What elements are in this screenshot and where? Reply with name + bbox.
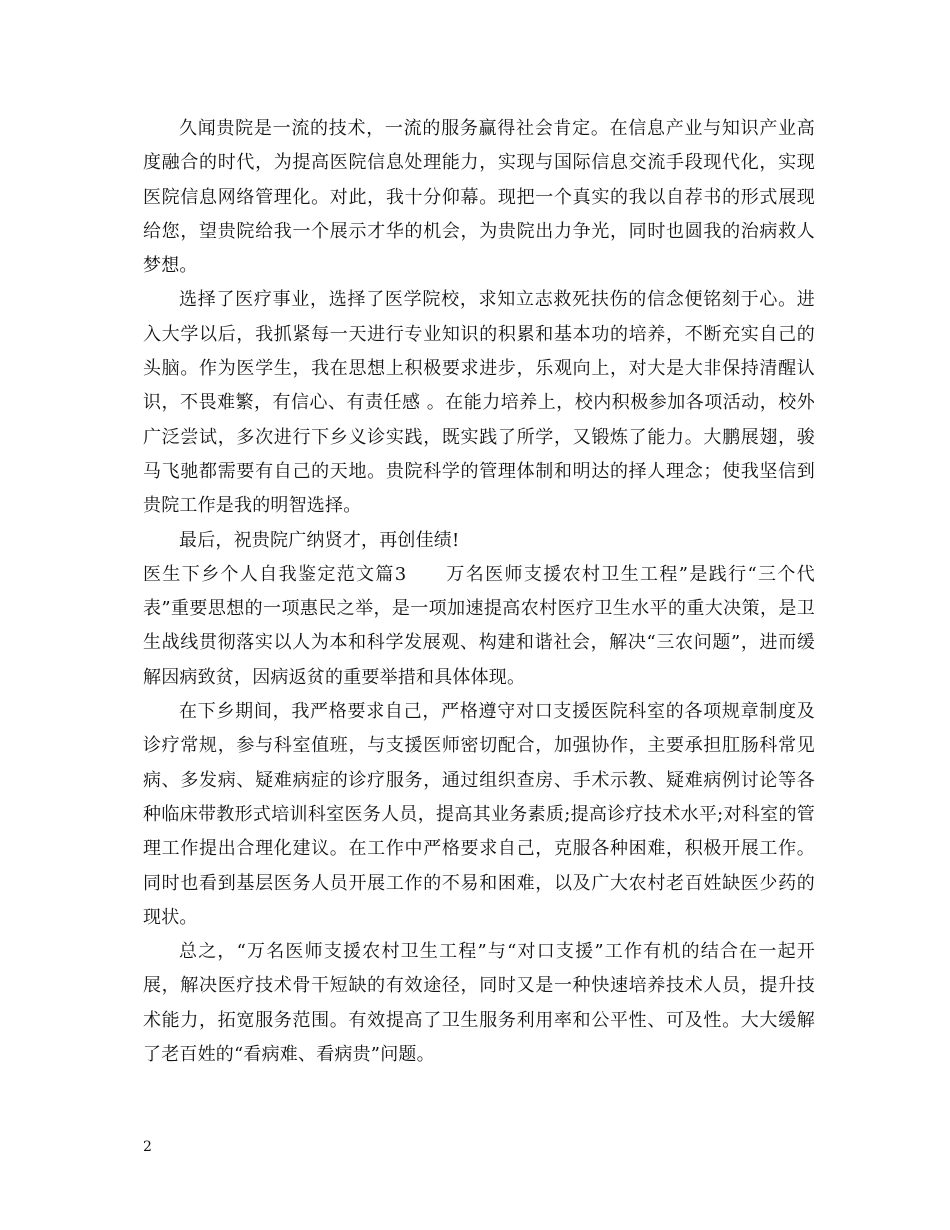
paragraph-intro: 久闻贵院是一流的技术，一流的服务赢得社会肯定。在信息产业与知识产业高度融合的时代，为提高医院信息处理能力，实现与国际信息交流手段现代化，实现医院信息网络管理化。对此，我十分仰幕。现把一个真实的我以自荐书的形式展现给您，望贵院给我一个展示才华的机会，为贵院出力争光，同时也圆我的治病救人梦想。: [143, 118, 815, 277]
paragraph-work-details: 在下乡期间，我严格要求自己，严格遵守对口支援医院科室的各项规章制度及诊疗常规，参与科室值班，与支援医师密切配合，加强协作，主要承担肛肠科常见病、多发病、疑难病症的诊疗服务，通过组织查房、手术示教、疑难病例讨论等各种临床带教形式培训科室医务人员，提高其业务素质;提高诊疗技术水平;对科室的管理工作提出合理化建议。在工作中严格要求自己，克服各种困难，积极开展工作。同时也看到基层医务人员开展工作的不易和困难，以及广大农村老百姓缺医少药的现状。: [143, 701, 815, 928]
page-number: 2: [143, 1139, 152, 1155]
document-body: [143, 112, 815, 1072]
paragraph-section-title: 医生下乡个人自我鉴定范文篇3 万名医师支援农村卫生工程”是践行“三个代表”重要思想的一项惠民之举，是一项加速提高农村医疗卫生水平的重大决策，是卫生战线贯彻落实以人为本和科学发展观、构建和谐社会，解决“三农问题”，进而缓解因病致贫，因病返贫的重要举措和具体体现。: [143, 563, 815, 688]
paragraph-summary: 总之，“万名医师支援农村卫生工程”与“对口支援”工作有机的结合在一起开展，解决医疗技术骨干短缺的有效途径，同时又是一种快速培养技术人员，提升技术能力，拓宽服务范围。有效提高了卫生服务利用率和公平性、可及性。大大缓解了老百姓的“看病难、看病贵”问题。: [143, 941, 815, 1066]
paragraph-background: 选择了医疗事业，选择了医学院校，求知立志救死扶伤的信念便铭刻于心。进入大学以后，我抓紧每一天进行专业知识的积累和基本功的培养，不断充实自己的头脑。作为医学生，我在思想上积极要求进步，乐观向上，对大是大非保持清醒认识，不畏难繁，有信心、有责任感 。在能力培养上，校内积极参加各项活动，校外广泛尝试，多次进行下乡义诊实践，既实践了所学，又锻炼了能力。大鹏展翅，骏马飞驰都需要有自己的天地。贵院科学的管理体制和明达的择人理念；使我坚信到贵院工作是我的明智选择。: [143, 289, 815, 517]
paragraph-closing: 最后，祝贵院广纳贤才，再创佳绩!: [179, 529, 460, 551]
